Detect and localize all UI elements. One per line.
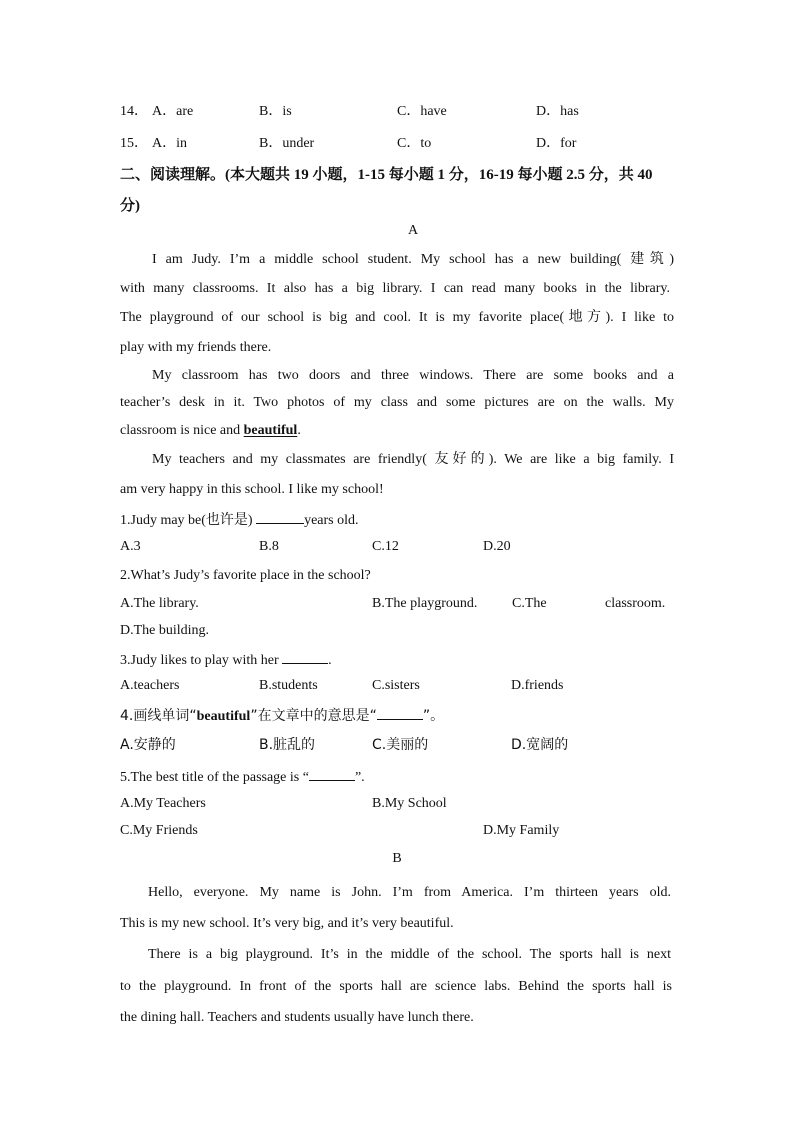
passage-a-line-1: I am Judy. I’m a middle school student. My school has a new building( 建筑) <box>152 252 674 267</box>
answer-blank <box>309 766 355 781</box>
question-5-option-a: A.My Teachers <box>120 796 206 811</box>
question-4-stem <box>120 705 444 727</box>
question-3-option-d: D.friends <box>511 678 564 693</box>
period: . <box>297 423 301 438</box>
question-4-option-a: A.安静的 <box>120 737 176 753</box>
question-number: 14． <box>120 104 148 119</box>
option-row-14 <box>120 102 148 122</box>
option-15-d: D．for <box>536 136 577 151</box>
question-number: 15． <box>120 136 148 151</box>
question-2-stem: 2.What’s Judy’s favorite place in the school? <box>120 568 371 583</box>
option-14-d: D．has <box>536 104 579 119</box>
answer-blank <box>377 705 423 720</box>
passage-b-line-1: Hello, everyone. My name is John. I’m from America. I’m thirteen years old. <box>148 885 671 900</box>
passage-a-line-4: play with my friends there. <box>120 340 272 355</box>
question-5-stem <box>120 766 365 788</box>
question-2-option-a: A.The library. <box>120 596 199 611</box>
option-15-c: C．to <box>397 136 432 151</box>
question-5-option-b: B.My School <box>372 796 447 811</box>
question-1-text: 1.Judy may be(也许是) <box>120 513 257 528</box>
passage-b-line-3: There is a big playground. It’s in the middle of the school. The sports hall is next <box>148 947 671 962</box>
passage-b-line-2: This is my new school. It’s very big, and it’s very beautiful. <box>120 916 454 931</box>
question-3-option-a: A.teachers <box>120 678 180 693</box>
option-15-a: A．in <box>152 136 187 151</box>
question-3-text-end: . <box>328 653 332 668</box>
answer-blank <box>256 509 304 524</box>
section-heading-line-1: 二、阅读理解。(本大题共 19 小题，1-15 每小题 1 分，16-19 每小题 2.5 分，共 40 <box>120 167 653 183</box>
option-row-15 <box>120 134 148 154</box>
option-14-a: A．are <box>152 104 194 119</box>
question-4-option-b: B.脏乱的 <box>259 737 316 753</box>
question-5-option-c: C.My Friends <box>120 823 198 838</box>
passage-a-line-5: My classroom has two doors and three windows. There are some books and a <box>152 368 674 383</box>
question-1-stem <box>120 509 359 531</box>
question-4-word: beautiful <box>196 709 251 724</box>
option-15-b: B．under <box>259 136 315 151</box>
passage-a-line-6: teacher’s desk in it. Two photos of my class and some pictures are on the walls. My <box>120 395 674 410</box>
passage-a-line-2: with many classrooms. It also has a big library. I can read many books in the library. <box>120 281 670 296</box>
passage-a-line-7 <box>120 421 301 441</box>
passage-b-label: B <box>392 851 402 866</box>
question-3-option-c: C.sisters <box>372 678 420 693</box>
answer-blank <box>282 649 328 664</box>
question-1-option-c: C.12 <box>372 539 399 554</box>
passage-a-line-8: My teachers and my classmates are friendly( 友好的). We are like a big family. I <box>152 452 674 467</box>
question-5-text: 5.The best title of the passage is “ <box>120 770 309 785</box>
question-4-text-end: ”。 <box>422 708 445 724</box>
question-4-text: 4.画线单词“ <box>120 708 197 724</box>
question-2-option-c: C.The <box>512 596 547 611</box>
question-1-option-b: B.8 <box>259 539 279 554</box>
question-1-option-d: D.20 <box>483 539 511 554</box>
passage-a-line-3: The playground of our school is big and cool. It is my favorite place(地方). I like to <box>120 310 674 325</box>
passage-a-line-9: am very happy in this school. I like my school! <box>120 482 384 497</box>
question-1-text-end: years old. <box>304 513 359 528</box>
question-1-option-a: A.3 <box>120 539 141 554</box>
question-4-option-d: D.宽阔的 <box>511 737 569 753</box>
question-5-text-end: ”. <box>354 770 365 785</box>
option-14-b: B．is <box>259 104 292 119</box>
question-4-text-mid: ”在文章中的意思是“ <box>250 708 377 724</box>
section-heading-line-2: 分) <box>120 198 140 214</box>
question-5-option-d: D.My Family <box>483 823 560 838</box>
passage-a-line-7-text: classroom is nice and <box>120 423 244 438</box>
question-2-option-c-end: classroom. <box>605 596 666 611</box>
option-14-c: C．have <box>397 104 447 119</box>
question-3-option-b: B.students <box>259 678 318 693</box>
question-2-option-b: B.The playground. <box>372 596 478 611</box>
passage-a-label: A <box>407 223 419 238</box>
question-3-stem <box>120 649 332 671</box>
question-3-text: 3.Judy likes to play with her <box>120 653 283 668</box>
underlined-word: beautiful <box>243 423 298 438</box>
question-2-option-d: D.The building. <box>120 623 210 638</box>
passage-b-line-4: to the playground. In front of the sports hall are science labs. Behind the sports hall is <box>120 979 672 994</box>
passage-b-line-5: the dining hall. Teachers and students usually have lunch there. <box>120 1010 474 1025</box>
question-4-option-c: C.美丽的 <box>372 737 429 753</box>
